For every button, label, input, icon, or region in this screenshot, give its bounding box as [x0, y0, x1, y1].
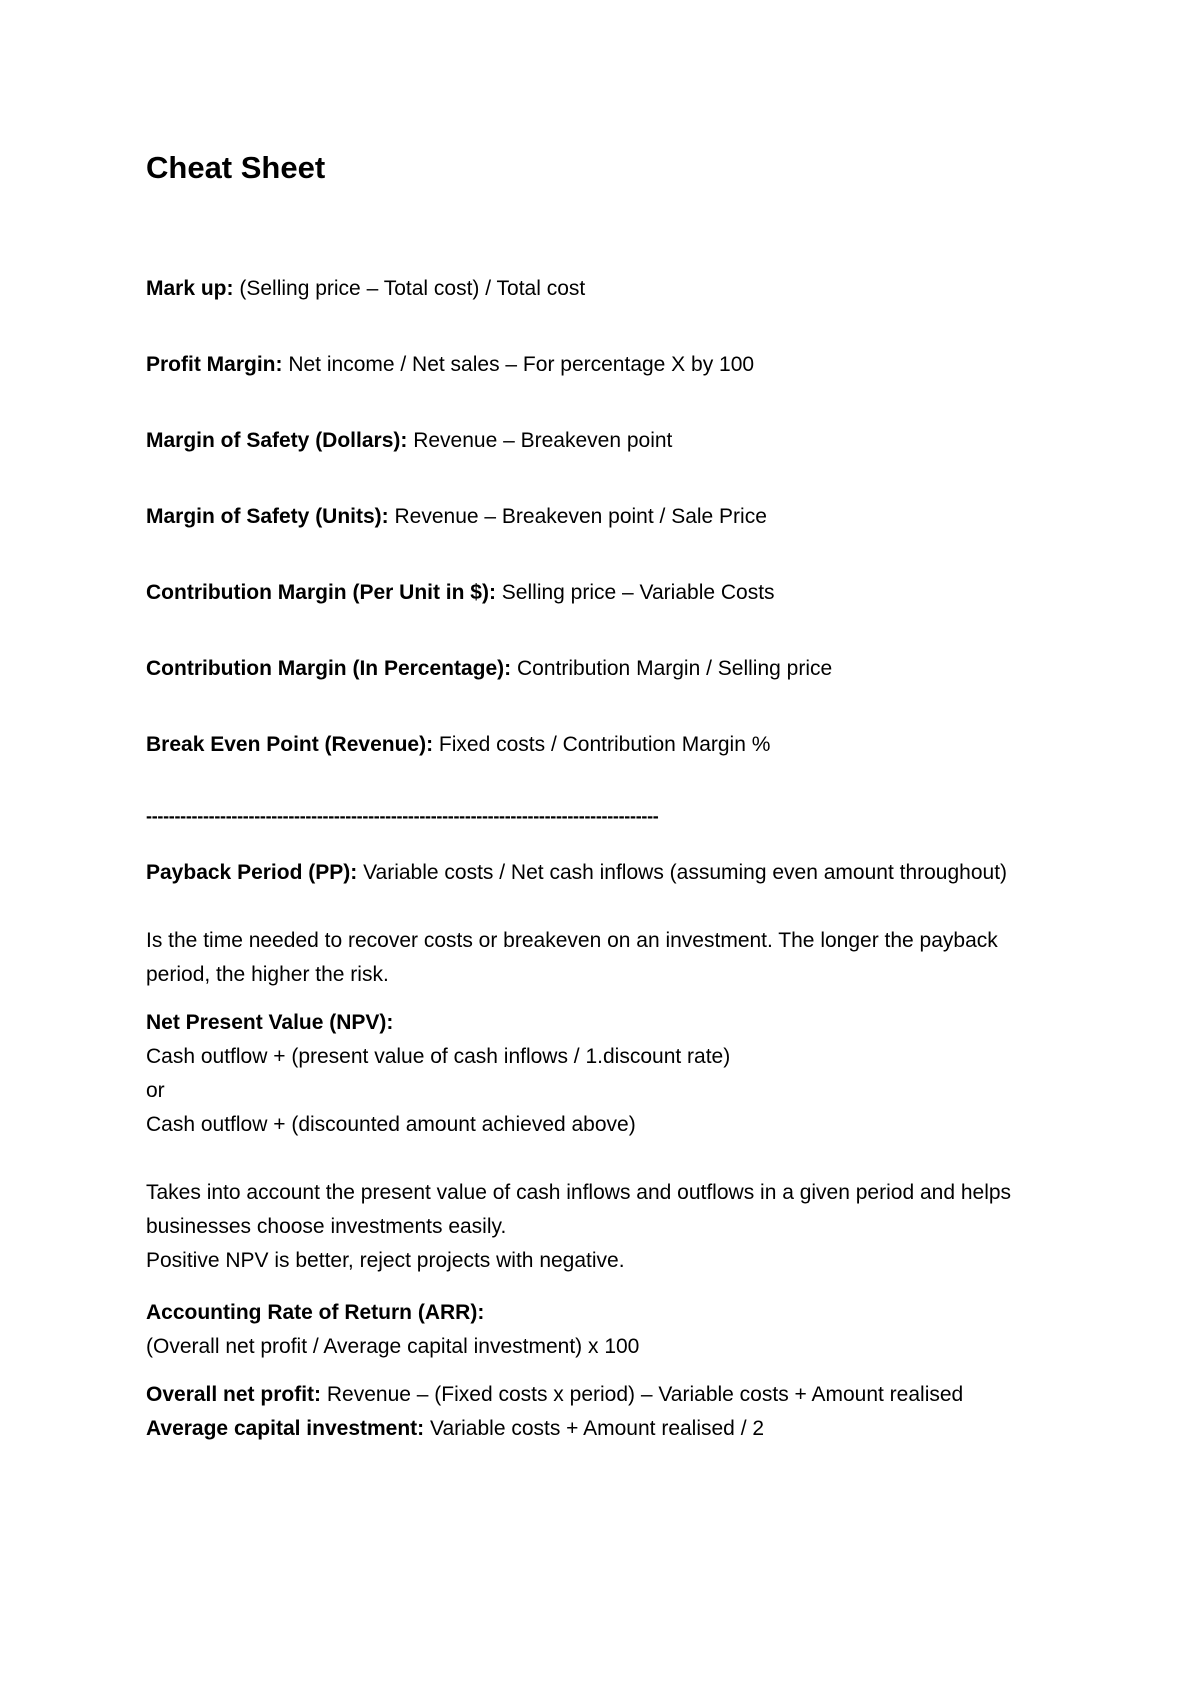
payback-description-line: Is the time needed to recover costs or breakeven on an investment. The longer the payback: [146, 929, 998, 952]
payback-text: Variable costs / Net cash inflows (assuming even amount throughout): [357, 861, 1008, 884]
npv-label: Net Present Value (NPV):: [146, 1011, 394, 1034]
formula-label: Margin of Safety (Dollars):: [146, 429, 408, 452]
formula-markup: [146, 272, 1086, 306]
section-divider: ------------------------------------------------------------------------------------------: [146, 806, 659, 826]
npv-section: [146, 1006, 1086, 1142]
npv-formula-line: Cash outflow + (discounted amount achieved above): [146, 1113, 636, 1136]
page-title: Cheat Sheet: [146, 150, 326, 185]
npv-description: [146, 1176, 1086, 1278]
formula-label: Profit Margin:: [146, 353, 283, 376]
formula-text: Contribution Margin / Selling price: [511, 657, 833, 680]
npv-description-line: Positive NPV is better, reject projects with negative.: [146, 1249, 625, 1272]
formula-text: Selling price – Variable Costs: [495, 581, 775, 604]
payback-period: [146, 856, 1086, 890]
payback-label: Payback Period (PP):: [146, 861, 358, 884]
formula-contribution-margin-percentage: [146, 652, 1086, 686]
arr-profit-line: [146, 1378, 1086, 1412]
arr-average-text: Variable costs + Amount realised / 2: [424, 1417, 765, 1440]
formula-margin-of-safety-dollars: [146, 424, 1086, 458]
formula-text: (Selling price – Total cost) / Total cost: [233, 277, 586, 300]
formula-label: Break Even Point (Revenue):: [146, 733, 434, 756]
arr-profit-label: Overall net profit:: [146, 1383, 322, 1406]
payback-description-line: period, the higher the risk.: [146, 963, 389, 986]
arr-label: Accounting Rate of Return (ARR):: [146, 1301, 485, 1324]
arr-profit-text: Revenue – (Fixed costs x period) – Variable costs + Amount realised: [321, 1383, 964, 1406]
arr-section: [146, 1296, 1086, 1364]
formula-margin-of-safety-units: [146, 500, 1086, 534]
formula-break-even-point: [146, 728, 1086, 762]
npv-description-line: Takes into account the present value of cash inflows and outflows in a given period and helps: [146, 1181, 1012, 1204]
arr-formula-line: (Overall net profit / Average capital investment) x 100: [146, 1335, 640, 1358]
formula-text: Fixed costs / Contribution Margin %: [433, 733, 771, 756]
npv-or-line: or: [146, 1079, 165, 1102]
formula-label: Contribution Margin (In Percentage):: [146, 657, 512, 680]
formula-label: Contribution Margin (Per Unit in $):: [146, 581, 496, 604]
formula-text: Revenue – Breakeven point / Sale Price: [388, 505, 767, 528]
formula-label: Mark up:: [146, 277, 234, 300]
formula-label: Margin of Safety (Units):: [146, 505, 389, 528]
formula-text: Revenue – Breakeven point: [407, 429, 673, 452]
npv-description-line: businesses choose investments easily.: [146, 1215, 507, 1238]
npv-formula-line: Cash outflow + (present value of cash inflows / 1.discount rate): [146, 1045, 731, 1068]
formula-profit-margin: [146, 348, 1086, 382]
formula-text: Net income / Net sales – For percentage X by 100: [282, 353, 755, 376]
arr-average-line: [146, 1412, 1086, 1446]
payback-description: [146, 924, 1086, 992]
arr-average-label: Average capital investment:: [146, 1417, 425, 1440]
arr-components: [146, 1378, 1086, 1446]
formula-contribution-margin-unit: [146, 576, 1086, 610]
